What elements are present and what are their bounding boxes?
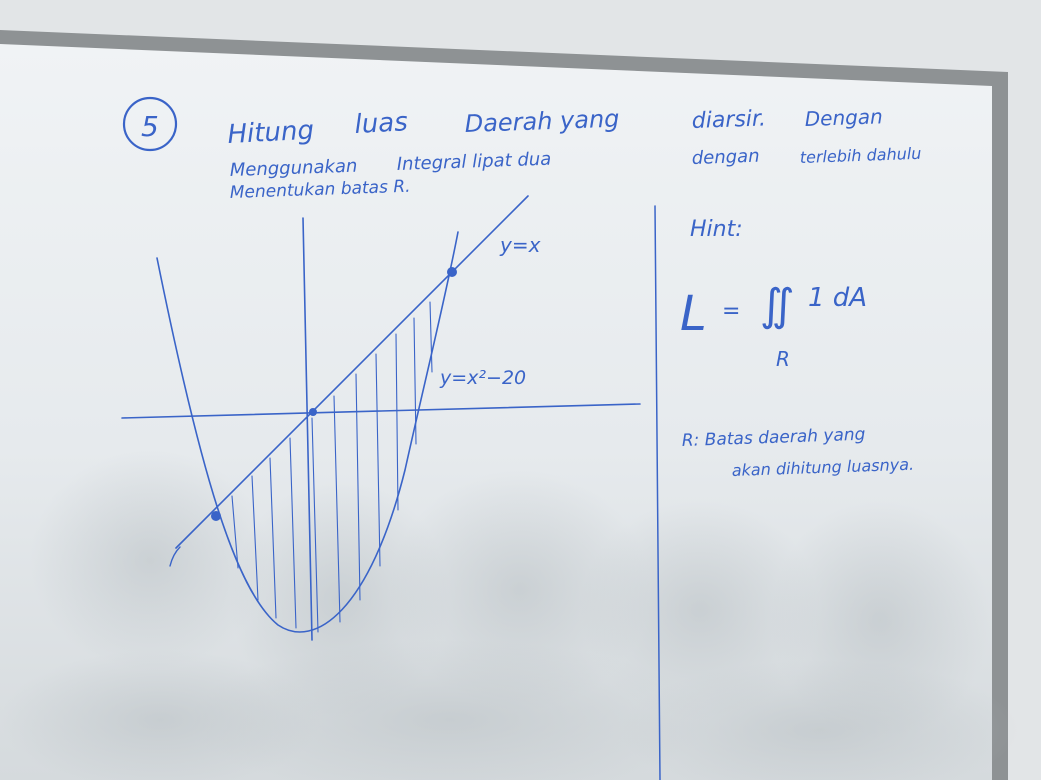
problem-number: 5 bbox=[141, 110, 159, 143]
hint-note-line-2: akan dihitung luasnya. bbox=[731, 454, 915, 480]
word-menggunakan: Menggunakan bbox=[229, 155, 358, 181]
word-diarsir: diarsir. bbox=[691, 106, 767, 134]
phrase-terlebih-dahulu: terlebih dahulu bbox=[799, 143, 922, 167]
phrase-integral-lipat-dua: Integral lipat dua bbox=[396, 148, 552, 175]
phrase-menentukan-batas: Menentukan batas R. bbox=[229, 176, 411, 203]
formula-integral-sign: ∬ bbox=[760, 280, 795, 331]
intersection-point-right bbox=[447, 267, 457, 277]
hint-note-line-1: R: Batas daerah yang bbox=[681, 424, 866, 451]
hint-title: Hint: bbox=[690, 217, 743, 242]
intersection-point-left bbox=[211, 511, 221, 521]
word-luas: luas bbox=[353, 107, 409, 140]
formula-integrand: 1 dA bbox=[808, 283, 868, 313]
formula-region: R bbox=[776, 347, 790, 371]
word-daerah-yang: Daerah yang bbox=[464, 104, 620, 138]
word-hitung: Hitung bbox=[226, 115, 315, 150]
origin-point bbox=[309, 408, 317, 416]
label-parabola: y=x²−20 bbox=[440, 367, 527, 389]
word-dengan-2: dengan bbox=[691, 145, 760, 169]
formula-equals: = bbox=[722, 299, 741, 324]
word-dengan-1: Dengan bbox=[804, 104, 884, 131]
formula-lhs: L bbox=[680, 286, 707, 342]
label-line: y=x bbox=[500, 233, 541, 257]
